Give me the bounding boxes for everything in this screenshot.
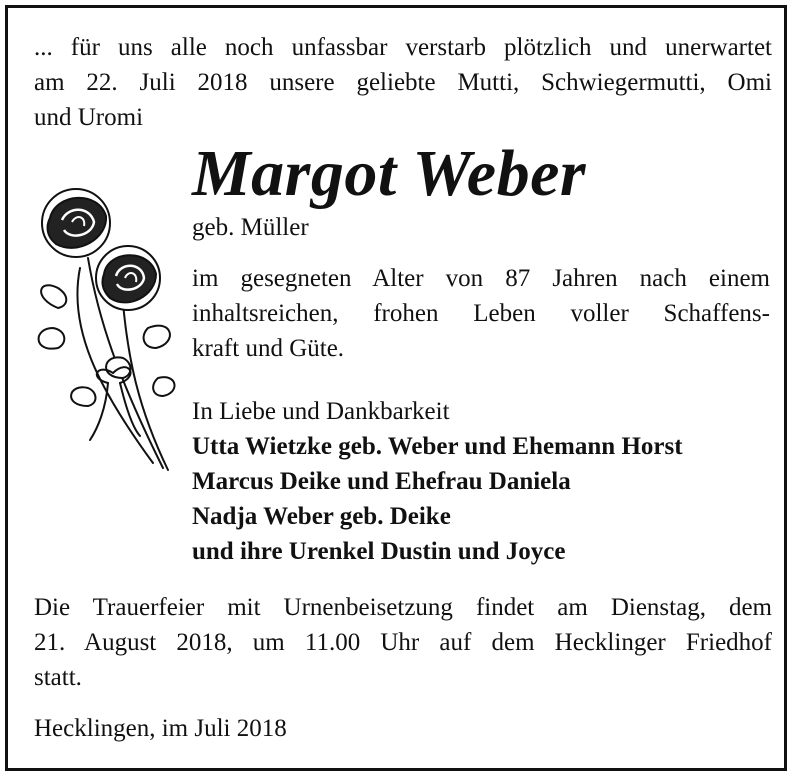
age-line-1: im gesegneten Alter von 87 Jahren nach einem [192, 265, 770, 292]
maiden-name: geb. Müller [192, 214, 309, 241]
mourners-block [192, 394, 683, 569]
mourner-name: Utta Wietzke geb. Weber und Ehemann Horst [192, 433, 683, 460]
ceremony-line-1: Die Trauerfeier mit Urnenbeisetzung findet am Dienstag, dem [34, 594, 772, 621]
rose-bouquet-icon [28, 178, 188, 498]
intro-line-3: und Uromi [34, 104, 144, 131]
intro-line-1: ... für uns alle noch unfassbar verstarb plötzlich und unerwartet [34, 34, 772, 61]
age-text [192, 261, 770, 366]
mourners-heading: In Liebe und Dankbarkeit [192, 398, 450, 425]
ceremony-text [34, 590, 772, 695]
age-line-3: kraft und Güte. [192, 335, 345, 362]
intro-text [34, 30, 772, 135]
ceremony-line-2: 21. August 2018, um 11.00 Uhr auf dem Hecklinger Friedhof [34, 629, 772, 656]
mourner-name: Nadja Weber geb. Deike [192, 503, 451, 530]
ceremony-line-3: statt. [34, 664, 82, 691]
place-date: Hecklingen, im Juli 2018 [34, 715, 287, 742]
mourner-name: Marcus Deike und Ehefrau Daniela [192, 468, 571, 495]
intro-line-2: am 22. Juli 2018 unsere geliebte Mutti, Schwiegermutti, Omi [34, 69, 772, 96]
mourner-name: und ihre Urenkel Dustin und Joyce [192, 538, 566, 565]
age-line-2: inhaltsreichen, frohen Leben voller Schaffens- [192, 300, 770, 327]
deceased-name: Margot Weber [192, 137, 587, 210]
